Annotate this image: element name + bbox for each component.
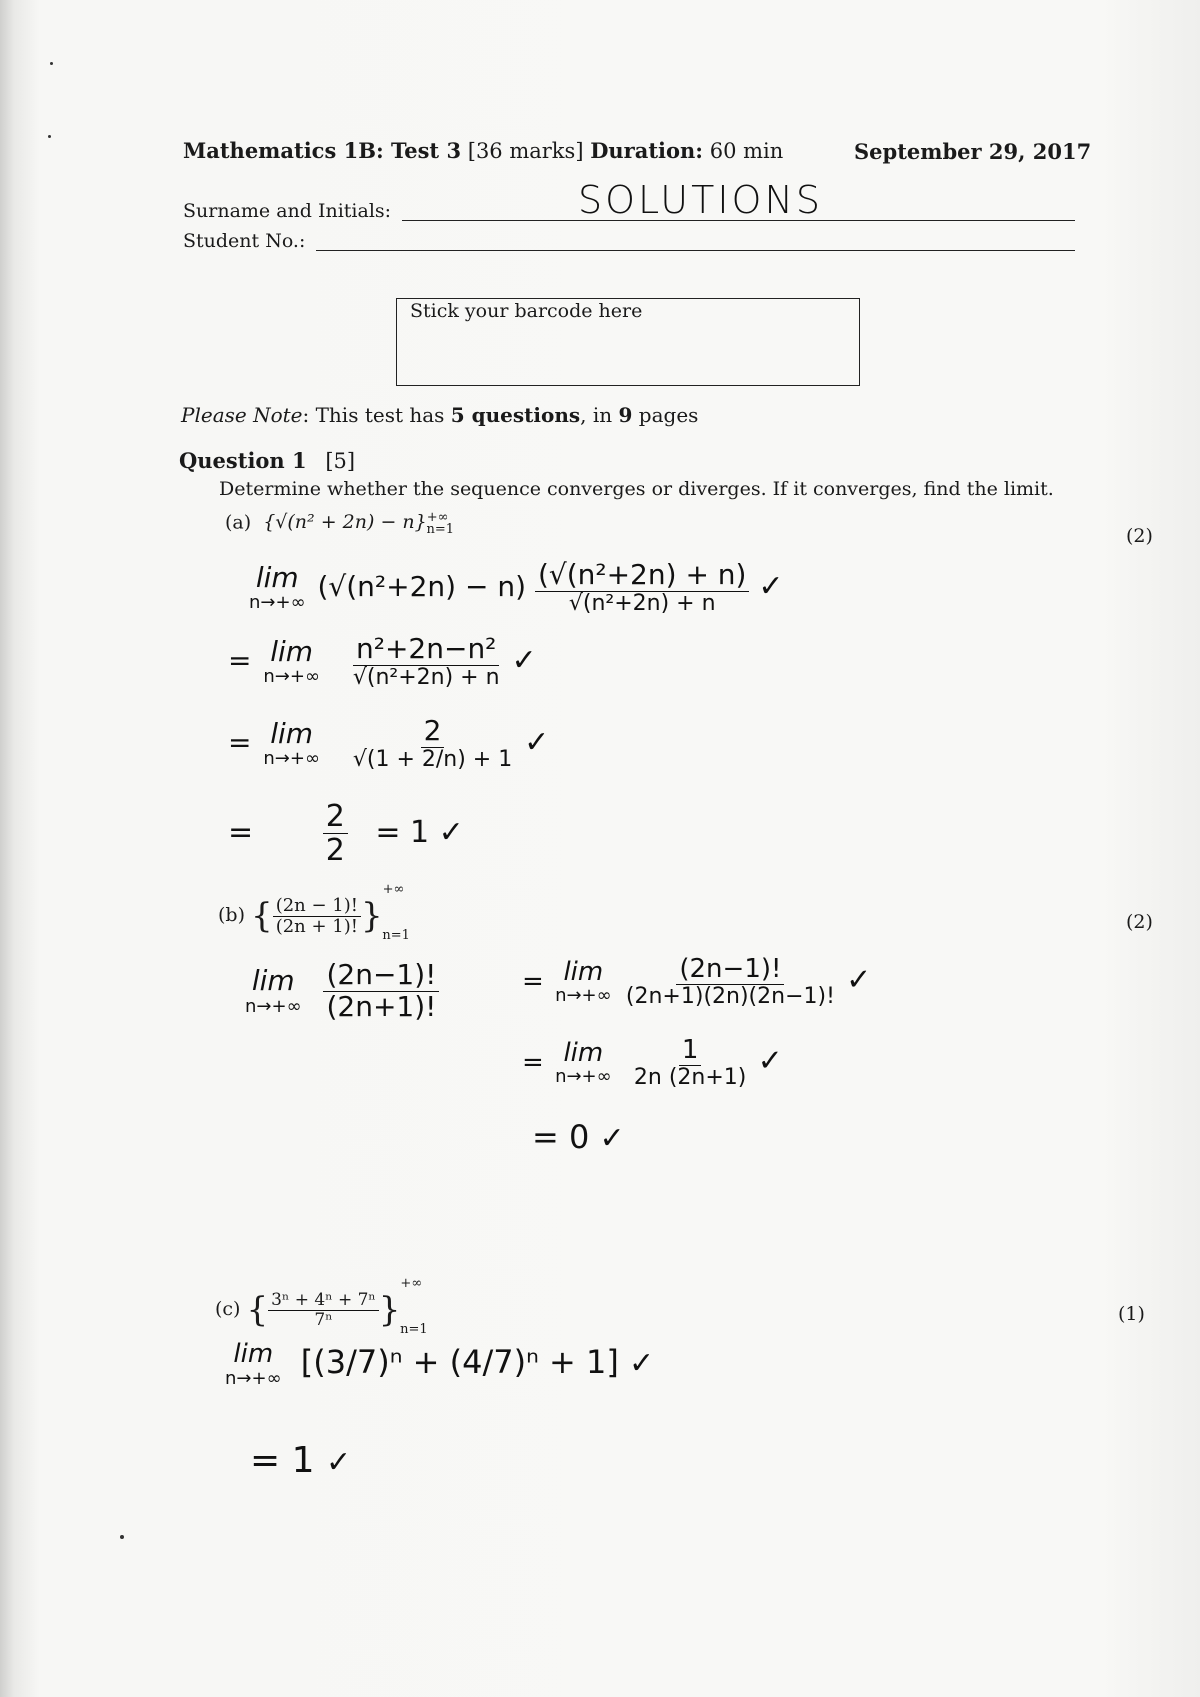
part-label: (c) bbox=[215, 1298, 241, 1320]
limit-notation: lim n→+∞ bbox=[555, 1037, 612, 1088]
please-note bbox=[181, 403, 698, 427]
work-expression: [(3/7)ⁿ + (4/7)ⁿ + 1] bbox=[300, 1343, 619, 1382]
work-fraction: $\frac{1}{2n (2n+1)}$ bbox=[633, 1035, 747, 1090]
part-b-work-line-2 bbox=[522, 955, 871, 1009]
note-prefix: Please Note bbox=[181, 403, 303, 427]
check-mark-icon: ✓ bbox=[511, 642, 537, 678]
limit-notation: lim n→+∞ bbox=[555, 956, 612, 1007]
exam-date: September 29, 2017 bbox=[854, 139, 1092, 164]
work-fraction: $\frac{(2n-1)!}{(2n+1)!}$ bbox=[323, 960, 439, 1023]
sequence-lower: n=1 bbox=[400, 1322, 428, 1337]
part-c-statement bbox=[215, 1276, 428, 1337]
student-number-field[interactable] bbox=[316, 250, 1075, 251]
sequence-fraction: $\frac{(2n - 1)!}{(2n + 1)!}$ bbox=[273, 896, 361, 937]
limit-notation: lim n→+∞ bbox=[263, 634, 320, 688]
question-1-heading bbox=[179, 448, 355, 473]
question-title: Question 1 bbox=[179, 448, 307, 473]
work-fraction: $\frac{2}{√(1 + 2/n) + 1}$ bbox=[352, 714, 513, 772]
part-c-marks: (1) bbox=[1118, 1303, 1145, 1325]
brace-close: } bbox=[361, 896, 383, 936]
exam-title: Mathematics 1B: Test 3 bbox=[183, 138, 462, 163]
part-a-work-line-3 bbox=[228, 716, 549, 772]
surname-label: Surname and Initials: bbox=[183, 200, 392, 222]
check-mark-icon: ✓ bbox=[758, 568, 784, 604]
note-questions: 5 questions bbox=[450, 403, 581, 427]
part-b-marks: (2) bbox=[1126, 911, 1153, 933]
part-a-work-line-2 bbox=[228, 634, 537, 690]
question-marks: [5] bbox=[325, 449, 356, 473]
sequence-expression: {√(n² + 2n) − n} bbox=[263, 511, 427, 534]
work-result: = 1 bbox=[375, 815, 430, 850]
exam-title-line bbox=[183, 138, 783, 163]
scan-speck bbox=[120, 1535, 124, 1539]
brace-open: { bbox=[251, 896, 273, 936]
sequence-fraction: $\frac{\text{3ⁿ + 4ⁿ + 7ⁿ}}{\text{7ⁿ}}$ bbox=[268, 1291, 379, 1329]
barcode-label: Stick your barcode here bbox=[410, 300, 643, 322]
check-mark-icon: ✓ bbox=[629, 1346, 655, 1382]
brace-close: } bbox=[378, 1290, 401, 1330]
limit-notation: lim n→+∞ bbox=[245, 964, 302, 1017]
scan-speck bbox=[48, 135, 51, 138]
question-instruction: Determine whether the sequence converges or diverges. If it converges, find the limit. bbox=[219, 478, 1054, 500]
part-b-work-line-3 bbox=[522, 1036, 783, 1090]
brace-open: { bbox=[246, 1290, 269, 1330]
equals-sign: = bbox=[522, 966, 544, 997]
check-mark-icon: ✓ bbox=[599, 1121, 625, 1156]
exam-marks: [36 marks] bbox=[467, 139, 584, 163]
sequence-lower: n=1 bbox=[426, 522, 455, 538]
scan-speck bbox=[50, 62, 53, 65]
work-fraction: $\frac{\text{n²+2n−n²}}{\text{√(n²+2n) + n}}$ bbox=[352, 632, 500, 690]
check-mark-icon: ✓ bbox=[757, 1043, 783, 1079]
work-fraction: $\frac{\text{(√(n²+2n) + n)}}{\text{√(n²+2n) + n}}$ bbox=[535, 560, 750, 616]
check-mark-icon: ✓ bbox=[325, 1445, 352, 1480]
sequence-upper: +∞ bbox=[400, 1276, 423, 1291]
student-number-label: Student No.: bbox=[183, 230, 306, 252]
part-c-work-result bbox=[250, 1440, 351, 1481]
note-text: , in bbox=[580, 403, 619, 427]
equals-sign: = bbox=[522, 1047, 544, 1078]
part-label: (a) bbox=[225, 511, 252, 534]
check-mark-icon: ✓ bbox=[438, 815, 464, 850]
sequence-upper: +∞ bbox=[426, 510, 449, 525]
note-pages: 9 bbox=[618, 403, 633, 427]
check-mark-icon: ✓ bbox=[846, 962, 872, 998]
part-b-work-result bbox=[532, 1118, 625, 1156]
duration-label: Duration: bbox=[590, 138, 704, 163]
limit-notation: lim n→+∞ bbox=[263, 716, 320, 770]
part-c-work-line-1 bbox=[222, 1340, 654, 1388]
limit-notation: lim n→+∞ bbox=[225, 1339, 282, 1389]
limit-notation: lim n→+∞ bbox=[249, 560, 306, 614]
part-label: (b) bbox=[218, 904, 245, 926]
surname-field[interactable]: SOLUTIONS bbox=[578, 178, 823, 222]
part-a-marks: (2) bbox=[1126, 525, 1153, 547]
sequence-upper: +∞ bbox=[382, 882, 405, 897]
barcode-box[interactable] bbox=[396, 298, 860, 386]
equals-sign: = bbox=[228, 725, 252, 759]
sequence-lower: n=1 bbox=[382, 928, 410, 943]
equals-sign: = bbox=[228, 815, 254, 850]
duration-value: 60 min bbox=[709, 139, 784, 163]
work-result: = 1 bbox=[250, 1440, 315, 1481]
part-a-work-line-1 bbox=[246, 560, 784, 616]
part-b-statement bbox=[218, 882, 410, 943]
work-fraction: $\frac{2}{2}$ bbox=[323, 800, 348, 867]
part-a-work-line-4 bbox=[228, 800, 464, 867]
work-expression: (√(n²+2n) − n) bbox=[317, 569, 527, 603]
part-b-work-line-1 bbox=[242, 960, 439, 1023]
note-text: : This test has bbox=[302, 403, 451, 427]
work-result: = 0 bbox=[532, 1118, 590, 1156]
equals-sign: = bbox=[228, 643, 252, 677]
note-text: pages bbox=[632, 403, 699, 427]
work-fraction: $\frac{(2n-1)!}{(2n+1)(2n)(2n-1)!}$ bbox=[625, 954, 835, 1009]
check-mark-icon: ✓ bbox=[524, 724, 550, 760]
part-a-statement bbox=[225, 510, 454, 537]
